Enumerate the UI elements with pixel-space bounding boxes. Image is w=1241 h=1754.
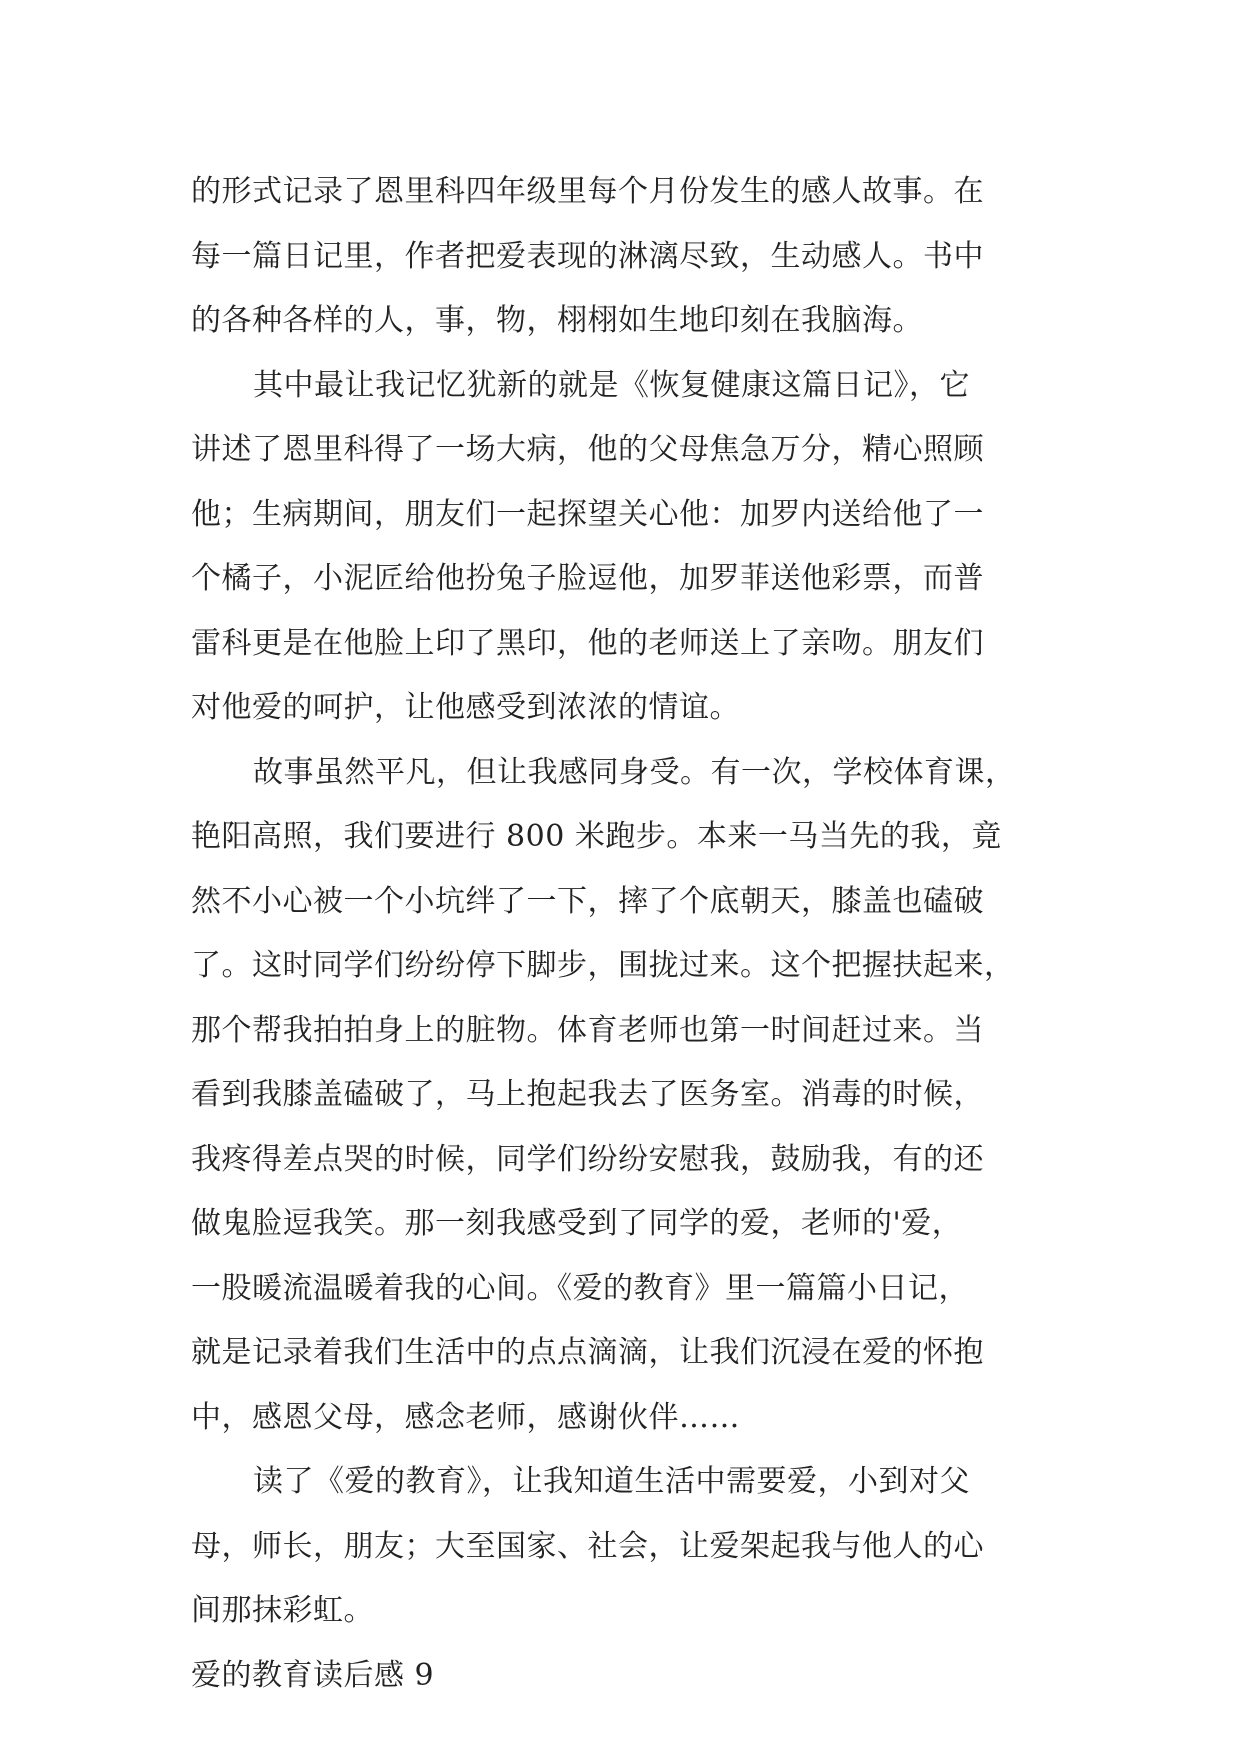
text-line: 每一篇日记里，作者把爱表现的淋漓尽致，生动感人。书中 [191, 238, 984, 274]
text-line: 读了《爱的教育》，让我知道生活中需要爱，小到对父 [253, 1464, 970, 1499]
text-line: 我疼得差点哭的时候，同学们纷纷安慰我，鼓励我，有的还 [191, 1141, 984, 1177]
text-line: 那个帮我拍拍身上的脏物。体育老师也第一时间赶过来。当 [191, 1012, 984, 1048]
section-heading: 爱的教育读后感 9 [191, 1657, 435, 1693]
text-line: 的各种各样的人，事，物，栩栩如生地印刻在我脑海。 [191, 303, 923, 338]
text-line: 看到我膝盖磕破了，马上抱起我去了医务室。消毒的时候， [191, 1077, 984, 1112]
paragraph-2 [191, 354, 1071, 741]
text-line: 个橘子，小泥匠给他扮兔子脸逗他，加罗菲送他彩票，而普 [191, 561, 984, 596]
text-line: 母，师长，朋友；大至国家、社会，让爱架起我与他人的心 [191, 1528, 984, 1564]
text-line: 艳阳高照，我们要进行 800 米跑步。本来一马当先的我，竟 [191, 819, 1002, 854]
text-line: 做鬼脸逗我笑。那一刻我感受到了同学的爱，老师的'爱， [191, 1206, 963, 1241]
text-line: 的形式记录了恩里科四年级里每个月份发生的感人故事。在 [191, 174, 984, 209]
text-line: 间那抹彩虹。 [191, 1593, 374, 1628]
text-line: 就是记录着我们生活中的点点滴滴，让我们沉浸在爱的怀抱 [191, 1335, 984, 1370]
text-line: 了。这时同学们纷纷停下脚步，围拢过来。这个把握扶起来， [191, 948, 1015, 983]
text-line: 雷科更是在他脸上印了黑印，他的老师送上了亲吻。朋友们 [191, 625, 984, 661]
text-line: 其中最让我记忆犹新的就是《恢复健康这篇日记》，它 [253, 367, 970, 403]
paragraph-1 [191, 160, 1071, 354]
text-line: 讲述了恩里科得了一场大病，他的父母焦急万分，精心照顾 [191, 432, 984, 467]
text-line: 故事虽然平凡，但让我感同身受。有一次，学校体育课， [253, 754, 1016, 790]
text-line: 中，感恩父母，感念老师，感谢伙伴…… [191, 1399, 740, 1435]
text-line: 然不小心被一个小坑绊了一下，摔了个底朝天，膝盖也磕破 [191, 883, 984, 919]
paragraph-3 [191, 741, 1071, 1451]
text-line: 对他爱的呵护，让他感受到浓浓的情谊。 [191, 690, 740, 725]
document-body [191, 160, 1071, 1708]
text-line: 他；生病期间，朋友们一起探望关心他：加罗内送给他了一 [191, 496, 984, 532]
text-line: 一股暖流温暖着我的心间。《爱的教育》里一篇篇小日记， [191, 1270, 969, 1306]
paragraph-4 [191, 1450, 1071, 1644]
